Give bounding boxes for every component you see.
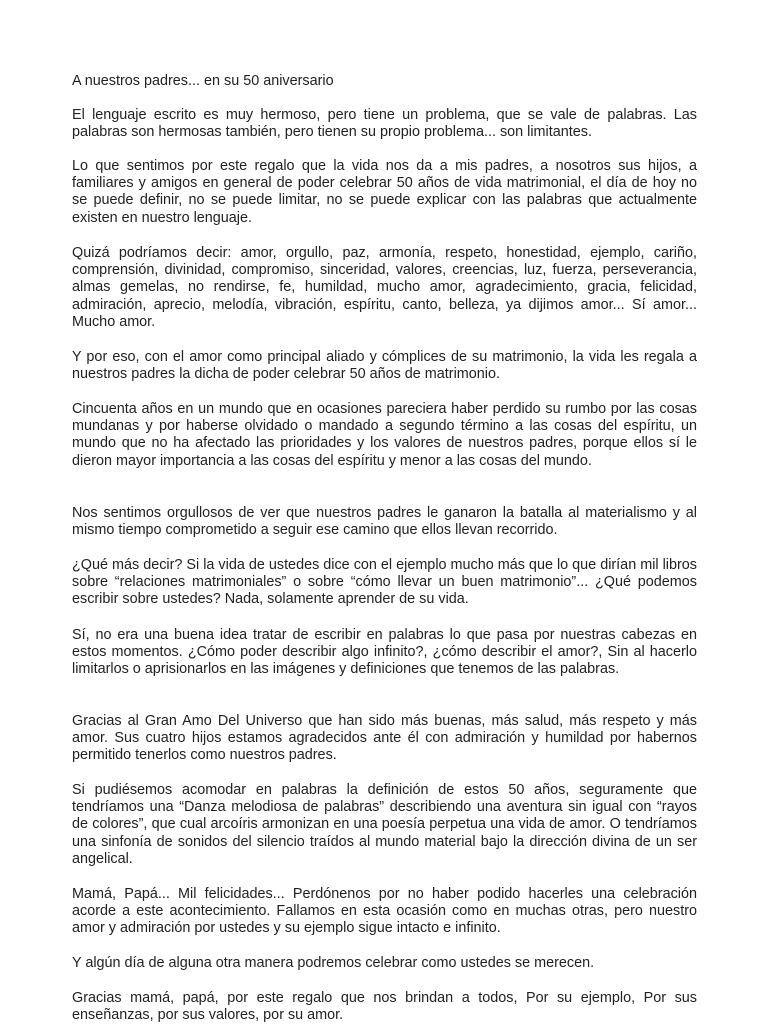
paragraph-9: Gracias al Gran Amo Del Universo que han sido más buenas, más salud, más respeto y más amor. Sus cuatro hijos estamos agradecidos ante él con admiración y humildad por habernos permitido tenerlos como nuestros padres. bbox=[72, 713, 697, 764]
paragraph-11: Mamá, Papá... Mil felicidades... Perdónenos por no haber podido hacerles una celebración acorde a este acontecimiento. Fallamos en esta ocasión como en muchas otras, pero nuestro amor y admiración por ustedes y su ejemplo sigue intacto e infinito. bbox=[72, 886, 697, 937]
paragraph-10: Si pudiésemos acomodar en palabras la definición de estos 50 años, seguramente que tendríamos una “Danza melodiosa de palabras” describiendo una aventura sin igual con “rayos de colores”, que cual arcoíris armonizan en una poesía perpetua una vida de amor. O tendríamos una sinfonía de sonidos del silencio traídos al mundo material bajo la dirección divina de un ser angelical. bbox=[72, 782, 697, 867]
document-page bbox=[72, 0, 697, 1024]
paragraph-1: El lenguaje escrito es muy hermoso, pero tiene un problema, que se vale de palabras. Las palabras son hermosas también, pero tienen su propio problema... son limitantes. bbox=[72, 107, 697, 141]
paragraph-8: Sí, no era una buena idea tratar de escribir en palabras lo que pasa por nuestras cabezas en estos momentos. ¿Cómo poder describir algo infinito?, ¿cómo describir el amor?, Sin al hacerlo limitarlos o aprisionarlos en las imágenes y definiciones que tenemos de las palabras. bbox=[72, 627, 697, 678]
paragraph-13: Gracias mamá, papá, por este regalo que nos brindan a todos, Por su ejemplo, Por sus enseñanzas, por sus valores, por su amor. bbox=[72, 990, 697, 1024]
paragraph-12: Y algún día de alguna otra manera podremos celebrar como ustedes se merecen. bbox=[72, 955, 595, 971]
paragraph-4: Y por eso, con el amor como principal aliado y cómplices de su matrimonio, la vida les regala a nuestros padres la dicha de poder celebrar 50 años de matrimonio. bbox=[72, 349, 697, 383]
paragraph-6: Nos sentimos orgullosos de ver que nuestros padres le ganaron la batalla al materialismo y al mismo tiempo comprometido a seguir ese camino que ellos llevan recorrido. bbox=[72, 505, 697, 539]
paragraph-2: Lo que sentimos por este regalo que la vida nos da a mis padres, a nosotros sus hijos, a familiares y amigos en general de poder celebrar 50 años de vida matrimonial, el día de hoy no se puede definir, no se puede limitar, no se puede explicar con las palabras que actualmente existen en nuestro lenguaje. bbox=[72, 158, 697, 226]
paragraph-5: Cincuenta años en un mundo que en ocasiones pareciera haber perdido su rumbo por las cosas mundanas y por haberse olvidado o mandado a segundo término a las cosas del espíritu, un mundo que no ha afectado las prioridades y los valores de nuestros padres, porque ellos sí le dieron mayor importancia a las cosas del espíritu y menor a las cosas del mundo. bbox=[72, 401, 697, 469]
paragraph-7: ¿Qué más decir? Si la vida de ustedes dice con el ejemplo mucho más que lo que dirían mil libros sobre “relaciones matrimoniales” o sobre “cómo llevar un buen matrimonio”... ¿Qué podemos escribir sobre ustedes? Nada, solamente aprender de su vida. bbox=[72, 557, 697, 608]
document-title: A nuestros padres... en su 50 aniversario bbox=[72, 73, 334, 89]
paragraph-3: Quizá podríamos decir: amor, orgullo, paz, armonía, respeto, honestidad, ejemplo, cariño, comprensión, divinidad, compromiso, sinceridad, valores, creencias, luz, fuerza, perseverancia, almas gemelas, no rendirse, fe, humildad, mucho amor, agradecimiento, gracia, felicidad, admiración, aprecio, melodía, vibración, espíritu, canto, belleza, ya dijimos amor... Sí amor... Mucho amor. bbox=[72, 245, 697, 330]
